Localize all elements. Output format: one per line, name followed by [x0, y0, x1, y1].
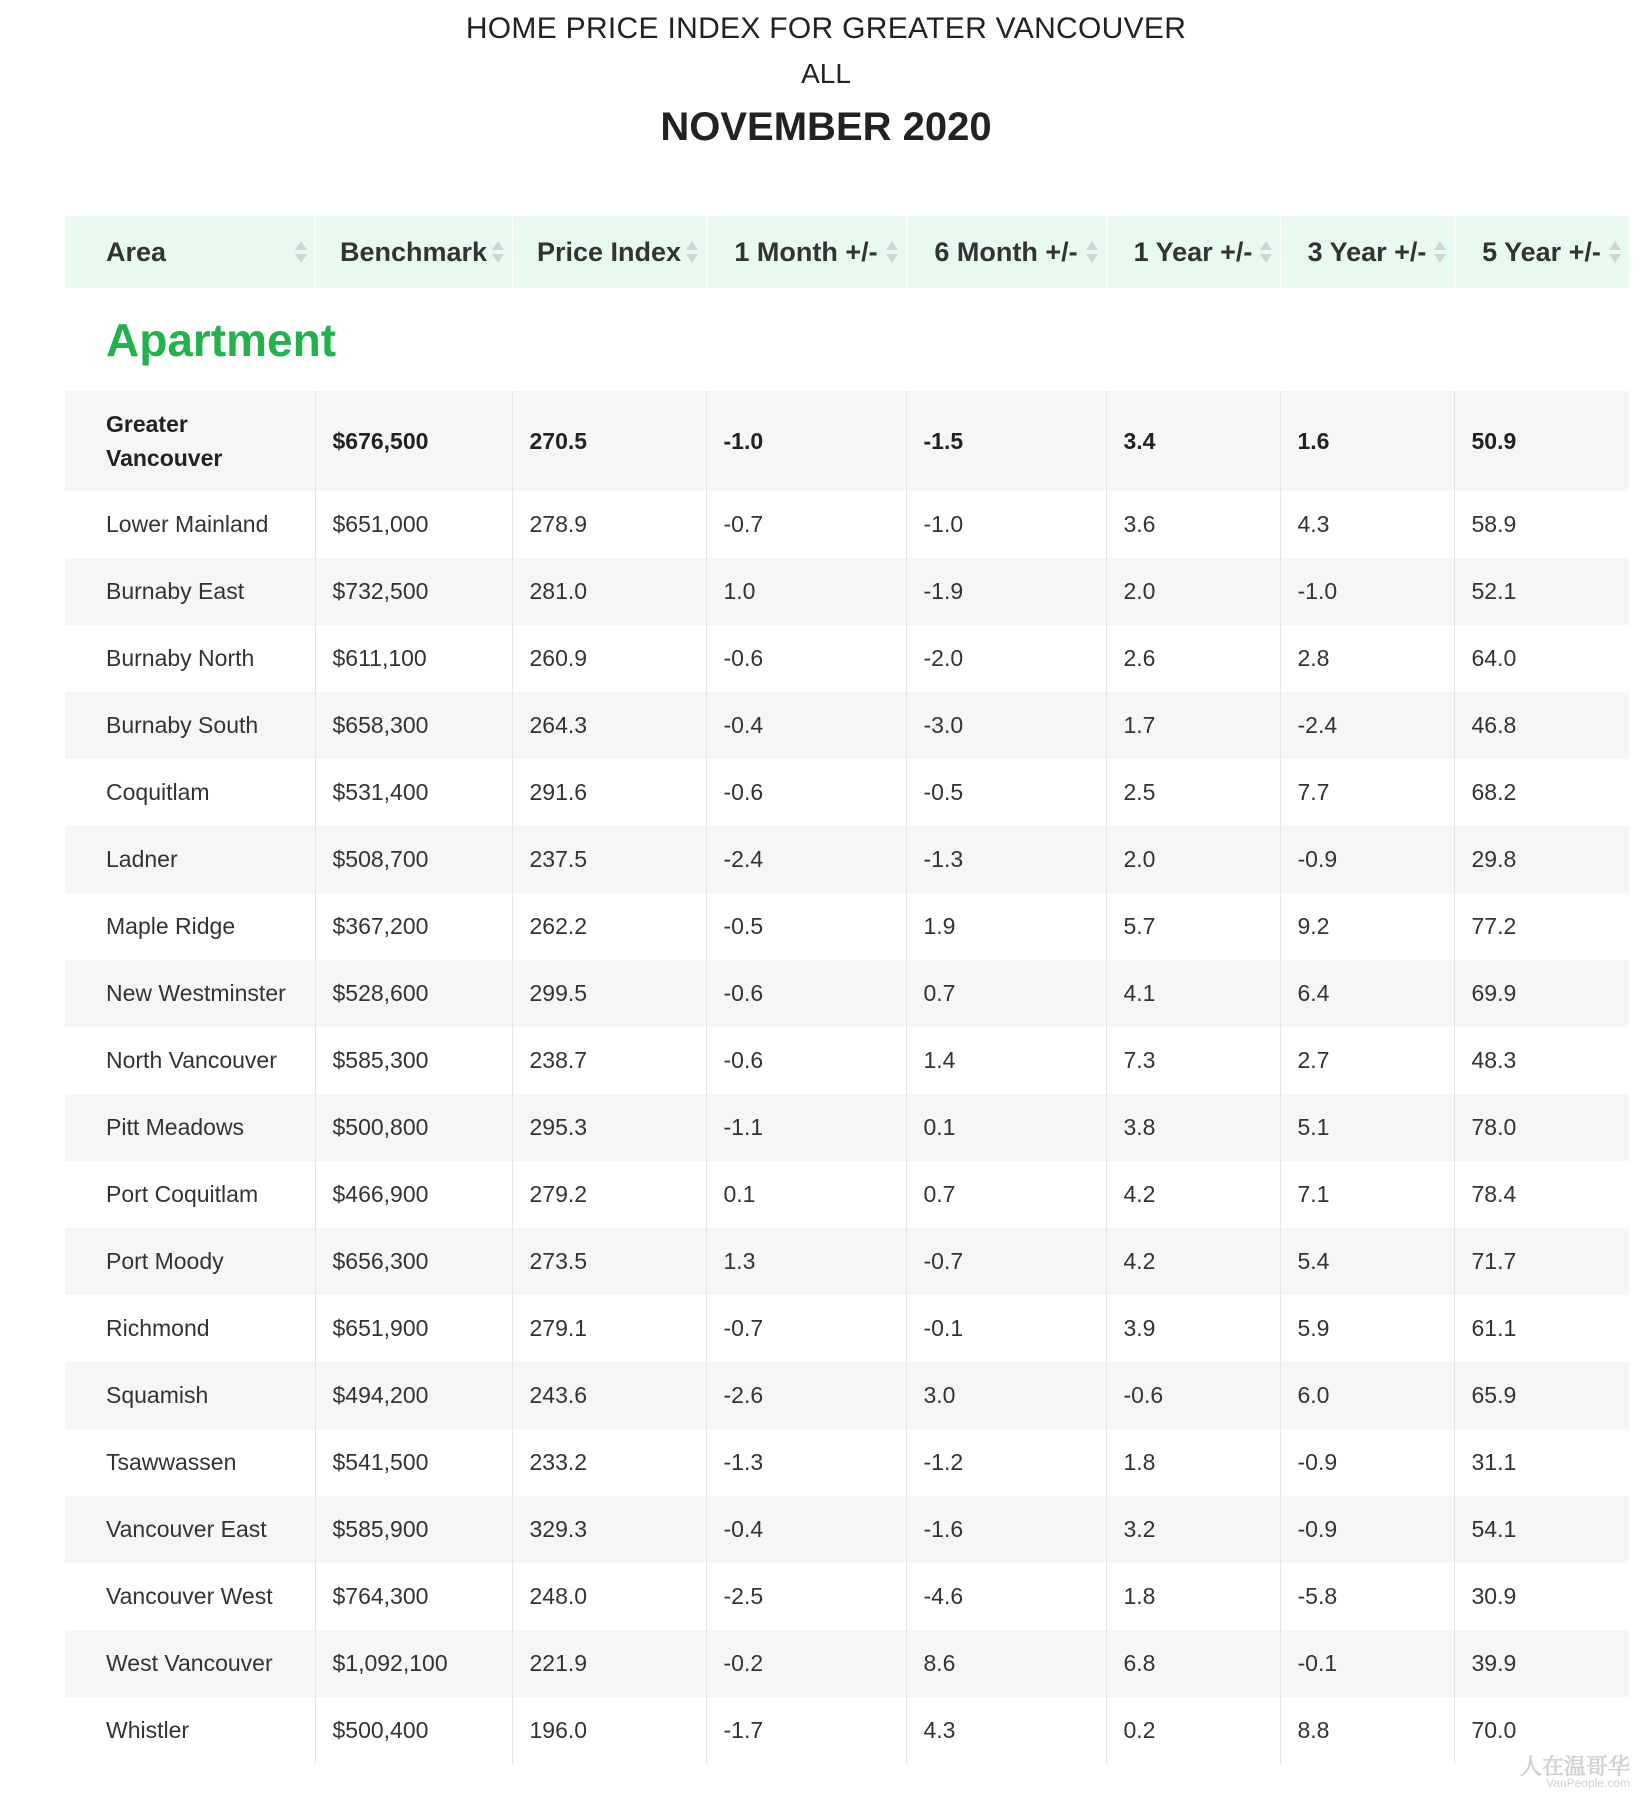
column-header-area[interactable] [65, 216, 315, 288]
price-index-cell: 233.2 [512, 1429, 706, 1496]
three-year-cell: 6.4 [1280, 960, 1454, 1027]
price-index-cell: 243.6 [512, 1362, 706, 1429]
watermark [1470, 1750, 1630, 1794]
one-year-cell: -0.6 [1106, 1362, 1280, 1429]
one-month-cell: -0.6 [706, 960, 906, 1027]
six-month-cell: -1.2 [906, 1429, 1106, 1496]
six-month-cell: -3.0 [906, 692, 1106, 759]
three-year-cell: 5.9 [1280, 1295, 1454, 1362]
one-year-cell: 5.7 [1106, 893, 1280, 960]
table-row [65, 625, 1629, 692]
one-year-cell: 2.0 [1106, 558, 1280, 625]
three-year-cell: 9.2 [1280, 893, 1454, 960]
area-cell: North Vancouver [106, 1047, 277, 1073]
table-row [65, 491, 1629, 558]
sort-icon[interactable] [295, 239, 307, 265]
price-index-cell: 279.2 [512, 1161, 706, 1228]
column-header-label: Benchmark [339, 236, 488, 267]
one-year-cell: 6.8 [1106, 1630, 1280, 1697]
area-cell: Port Moody [106, 1248, 224, 1274]
one-month-cell: -1.1 [706, 1094, 906, 1161]
three-year-cell: -5.8 [1280, 1563, 1454, 1630]
five-year-cell: 65.9 [1454, 1362, 1629, 1429]
benchmark-cell: $508,700 [315, 826, 512, 893]
area-cell: Vancouver West [106, 1583, 273, 1609]
area-cell: New Westminster [106, 980, 286, 1006]
table-row [65, 1094, 1629, 1161]
price-index-cell: 196.0 [512, 1697, 706, 1764]
price-index-cell: 270.5 [512, 391, 706, 491]
price-index-cell: 238.7 [512, 1027, 706, 1094]
one-month-cell: -1.0 [706, 391, 906, 491]
one-month-cell: -0.4 [706, 1496, 906, 1563]
table-row [65, 893, 1629, 960]
one-month-cell: -0.5 [706, 893, 906, 960]
area-cell: Maple Ridge [106, 913, 236, 939]
section-row [65, 288, 1629, 391]
sort-icon[interactable] [686, 239, 698, 265]
column-header-label: Price Index [536, 236, 682, 267]
benchmark-cell: $585,900 [315, 1496, 512, 1563]
table-row [65, 1563, 1629, 1630]
one-year-cell: 3.6 [1106, 491, 1280, 558]
five-year-cell: 30.9 [1454, 1563, 1629, 1630]
six-month-cell: -1.0 [906, 491, 1106, 558]
six-month-cell: -4.6 [906, 1563, 1106, 1630]
table-header-row [65, 216, 1629, 288]
three-year-cell: -2.4 [1280, 692, 1454, 759]
one-month-cell: 1.0 [706, 558, 906, 625]
five-year-cell: 29.8 [1454, 826, 1629, 893]
five-year-cell: 46.8 [1454, 692, 1629, 759]
three-year-cell: 4.3 [1280, 491, 1454, 558]
one-month-cell: -0.7 [706, 1295, 906, 1362]
one-year-cell: 4.2 [1106, 1161, 1280, 1228]
area-cell: Whistler [106, 1717, 190, 1743]
benchmark-cell: $367,200 [315, 893, 512, 960]
benchmark-cell: $466,900 [315, 1161, 512, 1228]
one-month-cell: -2.4 [706, 826, 906, 893]
six-month-cell: 0.7 [906, 1161, 1106, 1228]
report-period: NOVEMBER 2020 [660, 105, 992, 149]
benchmark-cell: $500,800 [315, 1094, 512, 1161]
table-row [65, 1295, 1629, 1362]
one-year-cell: 3.4 [1106, 391, 1280, 491]
benchmark-cell: $611,100 [315, 625, 512, 692]
table-row [65, 1630, 1629, 1697]
one-year-cell: 3.2 [1106, 1496, 1280, 1563]
three-year-cell: -0.9 [1280, 1496, 1454, 1563]
area-cell: West Vancouver [106, 1650, 273, 1676]
one-month-cell: -0.6 [706, 625, 906, 692]
one-year-cell: 3.9 [1106, 1295, 1280, 1362]
table-row [65, 1161, 1629, 1228]
column-header-5-year[interactable] [1454, 216, 1629, 288]
price-index-cell: 329.3 [512, 1496, 706, 1563]
column-header-benchmark[interactable] [315, 216, 512, 288]
benchmark-cell: $676,500 [315, 391, 512, 491]
price-index-table [65, 216, 1630, 1764]
one-month-cell: -1.7 [706, 1697, 906, 1764]
area-cell: Burnaby East [106, 578, 245, 604]
three-year-cell: -0.9 [1280, 1429, 1454, 1496]
price-index-cell: 279.1 [512, 1295, 706, 1362]
five-year-cell: 50.9 [1454, 391, 1629, 491]
three-year-cell: 6.0 [1280, 1362, 1454, 1429]
three-year-cell: -1.0 [1280, 558, 1454, 625]
area-cell: Burnaby North [106, 645, 255, 671]
six-month-cell: -0.5 [906, 759, 1106, 826]
price-index-cell: 291.6 [512, 759, 706, 826]
six-month-cell: -1.3 [906, 826, 1106, 893]
table-row [65, 1228, 1629, 1295]
benchmark-cell: $1,092,100 [315, 1630, 512, 1697]
table-row [65, 1496, 1629, 1563]
page-title: HOME PRICE INDEX FOR GREATER VANCOUVER [465, 12, 1187, 45]
table-row [65, 1027, 1629, 1094]
one-month-cell: -2.6 [706, 1362, 906, 1429]
area-cell: Squamish [106, 1382, 209, 1408]
sort-icon[interactable] [1434, 239, 1446, 265]
three-year-cell: 1.6 [1280, 391, 1454, 491]
five-year-cell: 70.0 [1454, 1697, 1629, 1764]
six-month-cell: 0.7 [906, 960, 1106, 1027]
six-month-cell: 3.0 [906, 1362, 1106, 1429]
three-year-cell: 2.8 [1280, 625, 1454, 692]
area-cell: Tsawwassen [106, 1449, 237, 1475]
benchmark-cell: $541,500 [315, 1429, 512, 1496]
six-month-cell: -1.6 [906, 1496, 1106, 1563]
one-year-cell: 0.2 [1106, 1697, 1280, 1764]
price-index-cell: 248.0 [512, 1563, 706, 1630]
benchmark-cell: $651,000 [315, 491, 512, 558]
table-row [65, 1429, 1629, 1496]
sort-icon[interactable] [886, 239, 898, 265]
three-year-cell: 2.7 [1280, 1027, 1454, 1094]
six-month-cell: -1.9 [906, 558, 1106, 625]
benchmark-cell: $656,300 [315, 1228, 512, 1295]
table-row [65, 1697, 1629, 1764]
five-year-cell: 52.1 [1454, 558, 1629, 625]
area-cell: Pitt Meadows [106, 1114, 245, 1140]
benchmark-cell: $658,300 [315, 692, 512, 759]
column-header-1-year[interactable] [1106, 216, 1280, 288]
area-cell: Lower Mainland [106, 511, 269, 537]
one-month-cell: -0.6 [706, 759, 906, 826]
area-cell: Coquitlam [106, 779, 210, 805]
column-header-6-month[interactable] [906, 216, 1106, 288]
six-month-cell: 8.6 [906, 1630, 1106, 1697]
column-header-label: 1 Year +/- [1133, 236, 1253, 267]
five-year-cell: 58.9 [1454, 491, 1629, 558]
sort-icon[interactable] [1086, 239, 1098, 265]
sort-icon[interactable] [1260, 239, 1272, 265]
benchmark-cell: $528,600 [315, 960, 512, 1027]
table-row [65, 759, 1629, 826]
area-cell: Vancouver East [106, 1516, 267, 1542]
five-year-cell: 77.2 [1454, 893, 1629, 960]
one-year-cell: 1.8 [1106, 1563, 1280, 1630]
one-month-cell: -0.7 [706, 491, 906, 558]
six-month-cell: -1.5 [906, 391, 1106, 491]
benchmark-cell: $651,900 [315, 1295, 512, 1362]
one-year-cell: 1.7 [1106, 692, 1280, 759]
six-month-cell: 4.3 [906, 1697, 1106, 1764]
table-row [65, 960, 1629, 1027]
benchmark-cell: $500,400 [315, 1697, 512, 1764]
five-year-cell: 71.7 [1454, 1228, 1629, 1295]
page-subtitle: ALL [801, 58, 851, 89]
price-index-cell: 260.9 [512, 625, 706, 692]
one-month-cell: -2.5 [706, 1563, 906, 1630]
six-month-cell: 1.4 [906, 1027, 1106, 1094]
one-month-cell: 0.1 [706, 1161, 906, 1228]
watermark-logo-text: 人在温哥华 [1519, 1754, 1630, 1779]
area-cell: Port Coquitlam [106, 1181, 259, 1207]
one-month-cell: -0.6 [706, 1027, 906, 1094]
five-year-cell: 78.4 [1454, 1161, 1629, 1228]
six-month-cell: -2.0 [906, 625, 1106, 692]
one-year-cell: 4.2 [1106, 1228, 1280, 1295]
one-month-cell: -1.3 [706, 1429, 906, 1496]
five-year-cell: 39.9 [1454, 1630, 1629, 1697]
three-year-cell: -0.1 [1280, 1630, 1454, 1697]
five-year-cell: 48.3 [1454, 1027, 1629, 1094]
area-cell: Ladner [106, 846, 178, 872]
area-cell: Burnaby South [106, 712, 259, 738]
six-month-cell: 0.1 [906, 1094, 1106, 1161]
five-year-cell: 78.0 [1454, 1094, 1629, 1161]
five-year-cell: 54.1 [1454, 1496, 1629, 1563]
price-index-cell: 262.2 [512, 893, 706, 960]
six-month-cell: -0.1 [906, 1295, 1106, 1362]
three-year-cell: 7.1 [1280, 1161, 1454, 1228]
five-year-cell: 68.2 [1454, 759, 1629, 826]
six-month-cell: 1.9 [906, 893, 1106, 960]
benchmark-cell: $585,300 [315, 1027, 512, 1094]
column-header-3-year[interactable] [1280, 216, 1454, 288]
benchmark-cell: $732,500 [315, 558, 512, 625]
table-row [65, 391, 1629, 491]
three-year-cell: 7.7 [1280, 759, 1454, 826]
price-index-cell: 221.9 [512, 1630, 706, 1697]
five-year-cell: 31.1 [1454, 1429, 1629, 1496]
price-index-cell: 278.9 [512, 491, 706, 558]
price-index-cell: 237.5 [512, 826, 706, 893]
table-row [65, 826, 1629, 893]
area-cell: Greater Vancouver [106, 411, 223, 471]
price-index-cell: 295.3 [512, 1094, 706, 1161]
five-year-cell: 61.1 [1454, 1295, 1629, 1362]
sort-icon[interactable] [1609, 239, 1621, 265]
column-header-1-month[interactable] [706, 216, 906, 288]
three-year-cell: -0.9 [1280, 826, 1454, 893]
one-month-cell: 1.3 [706, 1228, 906, 1295]
column-header-label: Area [106, 236, 167, 267]
six-month-cell: -0.7 [906, 1228, 1106, 1295]
three-year-cell: 5.1 [1280, 1094, 1454, 1161]
column-header-label: 1 Month +/- [734, 236, 878, 267]
table-row [65, 558, 1629, 625]
table-row [65, 1362, 1629, 1429]
section-label: Apartment [106, 313, 337, 366]
price-index-cell: 299.5 [512, 960, 706, 1027]
one-year-cell: 4.1 [1106, 960, 1280, 1027]
one-year-cell: 2.5 [1106, 759, 1280, 826]
three-year-cell: 5.4 [1280, 1228, 1454, 1295]
benchmark-cell: $764,300 [315, 1563, 512, 1630]
table-row [65, 692, 1629, 759]
five-year-cell: 69.9 [1454, 960, 1629, 1027]
five-year-cell: 64.0 [1454, 625, 1629, 692]
benchmark-cell: $494,200 [315, 1362, 512, 1429]
watermark-url: VanPeople.com [1546, 1776, 1630, 1790]
one-year-cell: 2.0 [1106, 826, 1280, 893]
one-year-cell: 1.8 [1106, 1429, 1280, 1496]
three-year-cell: 8.8 [1280, 1697, 1454, 1764]
one-year-cell: 7.3 [1106, 1027, 1280, 1094]
area-cell: Richmond [106, 1315, 210, 1341]
price-index-cell: 264.3 [512, 692, 706, 759]
price-index-cell: 273.5 [512, 1228, 706, 1295]
column-header-label: 5 Year +/- [1482, 236, 1601, 267]
sort-icon[interactable] [492, 239, 504, 265]
one-year-cell: 3.8 [1106, 1094, 1280, 1161]
column-header-label: 3 Year +/- [1307, 236, 1427, 267]
one-month-cell: -0.4 [706, 692, 906, 759]
benchmark-cell: $531,400 [315, 759, 512, 826]
one-year-cell: 2.6 [1106, 625, 1280, 692]
price-index-cell: 281.0 [512, 558, 706, 625]
one-month-cell: -0.2 [706, 1630, 906, 1697]
column-header-label: 6 Month +/- [934, 236, 1078, 267]
column-header-price-index[interactable] [512, 216, 706, 288]
